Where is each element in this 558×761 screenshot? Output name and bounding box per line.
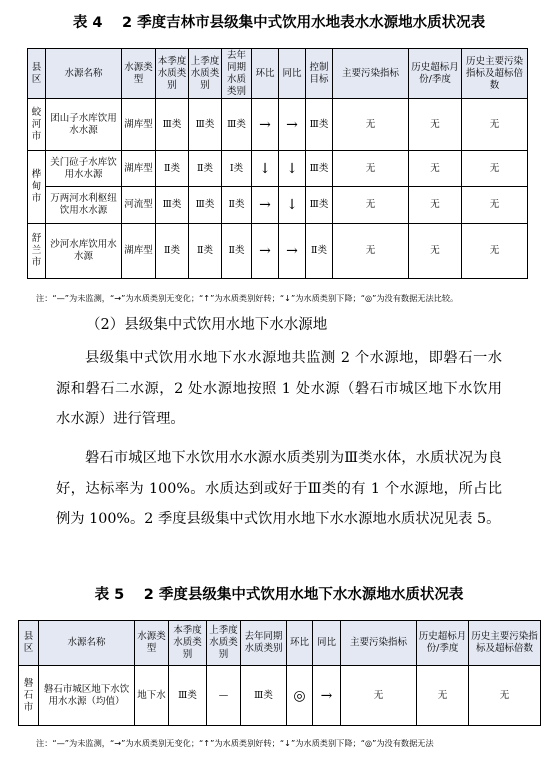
cell-last: Ⅱ类 [189, 151, 222, 187]
cell-yoy: → [313, 666, 341, 726]
header-current-class: 本季度水质类别 [169, 621, 207, 666]
cell-history-pollutant: 无 [469, 666, 541, 726]
table-row [28, 151, 528, 187]
cell-lastyear: Ⅲ类 [241, 666, 287, 726]
cell-yoy: → [279, 224, 306, 279]
header-pollutant: 主要污染指标 [333, 49, 409, 99]
cell-yoy: → [279, 99, 306, 151]
table4-caption: 表 4 2 季度吉林市县级集中式饮用水地表水水源地水质状况表 [72, 15, 486, 31]
cell-lastyear: Ⅱ类 [222, 187, 252, 224]
cell-pollutant: 无 [333, 151, 409, 187]
cell-source-type: 河流型 [122, 187, 156, 224]
cell-source-type: 湖库型 [122, 99, 156, 151]
cell-pollutant: 无 [333, 187, 409, 224]
cell-source-name: 团山子水库饮用水水源 [46, 99, 122, 151]
header-yoy: 同比 [279, 49, 306, 99]
cell-current: Ⅲ类 [169, 666, 207, 726]
cell-county: 磐石市 [19, 666, 39, 726]
cell-source-name: 沙河水库饮用水水源 [46, 224, 122, 279]
cell-pollutant: 无 [341, 666, 417, 726]
cell-pollutant: 无 [333, 224, 409, 279]
header-history: 历史超标月份/季度 [417, 621, 469, 666]
header-target: 控制目标 [306, 49, 333, 99]
cell-history: 无 [409, 187, 462, 224]
header-last-class: 上季度水质类别 [189, 49, 222, 99]
cell-source-type: 湖库型 [122, 224, 156, 279]
cell-history: 无 [417, 666, 469, 726]
cell-source-type: 地下水 [135, 666, 169, 726]
header-pollutant: 主要污染指标 [341, 621, 417, 666]
paragraph-1: 县级集中式饮用水地下水水源地共监测 2 个水源地，即磐石一水源和磐石二水源，2 处水源地按照 1 处水源（磐石市城区地下水饮用水水源）进行管理。 [56, 350, 502, 427]
table-header-row [19, 621, 541, 666]
cell-current: Ⅱ类 [156, 151, 189, 187]
header-source-type: 水源类型 [122, 49, 156, 99]
cell-current: Ⅲ类 [156, 187, 189, 224]
cell-qoq: → [252, 224, 279, 279]
table-row [28, 224, 528, 279]
header-current-class: 本季度水质类别 [156, 49, 189, 99]
cell-history-pollutant: 无 [462, 99, 528, 151]
cell-qoq: ↓ [252, 151, 279, 187]
header-last-class: 上季度水质类别 [207, 621, 241, 666]
cell-current: Ⅱ类 [156, 224, 189, 279]
cell-target: Ⅲ类 [306, 151, 333, 187]
table5-caption: 表 5 2 季度县级集中式饮用水地下水水源地水质状况表 [94, 587, 464, 603]
cell-county: 舒兰市 [28, 224, 46, 279]
header-qoq: 环比 [252, 49, 279, 99]
header-lastyear-class: 去年同期水质类别 [222, 49, 252, 99]
header-history: 历史超标月份/季度 [409, 49, 462, 99]
header-history-pollutant: 历史主要污染指标及超标倍数 [469, 621, 541, 666]
table4-note: 注：“—”为未监测，“→”为水质类别无变化；“↑”为水质类别好转；“↓”为水质类别下降；“◎”为没有数据无法比较。 [36, 293, 459, 303]
cell-history: 无 [409, 151, 462, 187]
cell-current: Ⅲ类 [156, 99, 189, 151]
table-header-row [28, 49, 528, 99]
header-qoq: 环比 [287, 621, 313, 666]
section-heading: （2）县级集中式饮用水地下水水源地 [86, 317, 328, 333]
table4 [27, 48, 528, 279]
cell-last: Ⅲ类 [189, 187, 222, 224]
paragraph-2: 磐石市城区地下水饮用水水源水质类别为Ⅲ类水体，水质状况为良好，达标率为 100%。水质达到或好于Ⅲ类的有 1 个水源地，所占比例为 100%。2 季度县级集中式饮用水地下水水源地水质状况见表 5。 [56, 450, 502, 527]
cell-history-pollutant: 无 [462, 187, 528, 224]
cell-history: 无 [409, 224, 462, 279]
cell-county: 蛟河市 [28, 99, 46, 151]
cell-last: Ⅱ类 [189, 224, 222, 279]
cell-source-name: 万两河水利枢纽饮用水水源 [46, 187, 122, 224]
header-county: 县区 [28, 49, 46, 99]
header-source-name: 水源名称 [39, 621, 135, 666]
cell-lastyear: Ⅱ类 [222, 224, 252, 279]
header-source-name: 水源名称 [46, 49, 122, 99]
cell-target: Ⅱ类 [306, 224, 333, 279]
table-row [19, 666, 541, 726]
cell-yoy: ↓ [279, 151, 306, 187]
cell-last: Ⅲ类 [189, 99, 222, 151]
table5-note: 注：“—”为未监测，“→”为水质类别无变化；“↑”为水质类别好转；“↓”为水质类别下降；“◎”为没有数据无法 [36, 738, 434, 748]
cell-lastyear: Ⅲ类 [222, 99, 252, 151]
cell-lastyear: Ⅰ类 [222, 151, 252, 187]
header-lastyear-class: 去年同期水质类别 [241, 621, 287, 666]
header-county: 县区 [19, 621, 39, 666]
cell-qoq: → [252, 99, 279, 151]
cell-history-pollutant: 无 [462, 151, 528, 187]
header-history-pollutant: 历史主要污染指标及超标倍数 [462, 49, 528, 99]
cell-qoq: → [252, 187, 279, 224]
table-row [28, 187, 528, 224]
header-yoy: 同比 [313, 621, 341, 666]
cell-target: Ⅲ类 [306, 99, 333, 151]
cell-last: — [207, 666, 241, 726]
cell-county: 桦甸市 [28, 151, 46, 224]
cell-history-pollutant: 无 [462, 224, 528, 279]
cell-source-type: 湖库型 [122, 151, 156, 187]
table-row [28, 99, 528, 151]
cell-source-name: 关门砬子水库饮用水水源 [46, 151, 122, 187]
cell-source-name: 磐石市城区地下水饮用水水源（均值） [39, 666, 135, 726]
cell-target: Ⅲ类 [306, 187, 333, 224]
cell-pollutant: 无 [333, 99, 409, 151]
cell-history: 无 [409, 99, 462, 151]
table5 [18, 620, 541, 726]
cell-yoy: ↓ [279, 187, 306, 224]
header-source-type: 水源类型 [135, 621, 169, 666]
cell-qoq: ◎ [287, 666, 313, 726]
